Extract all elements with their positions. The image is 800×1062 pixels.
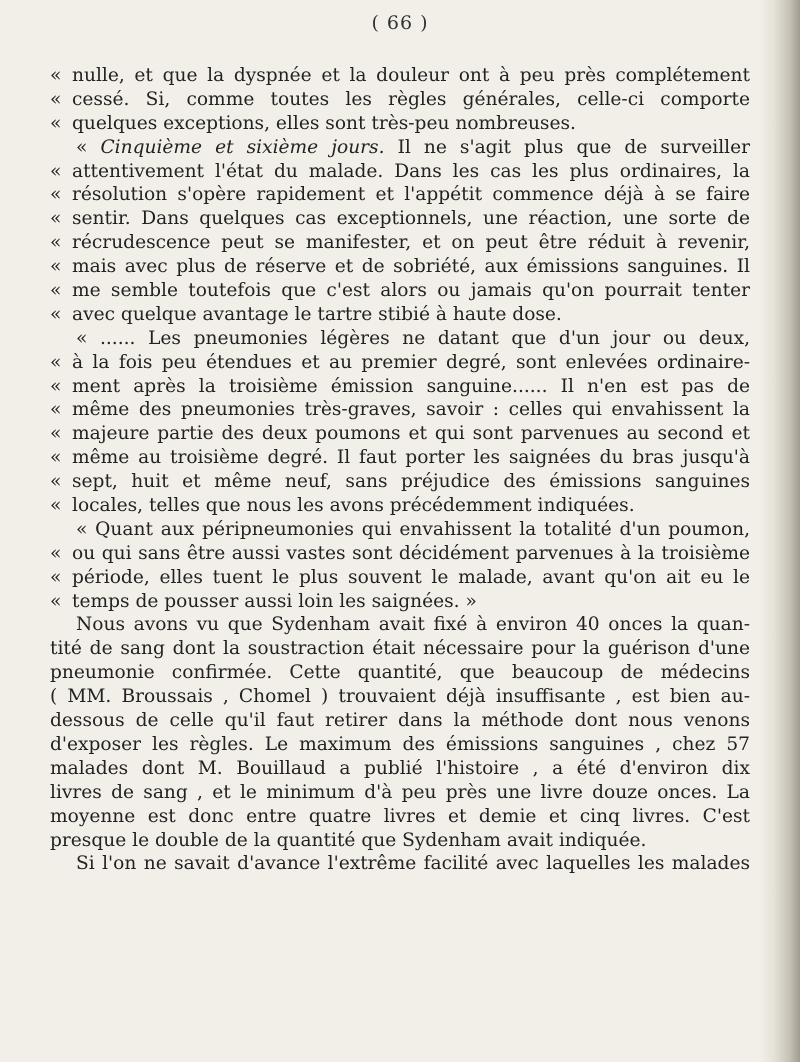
line-text: tité de sang dont la soustraction était nécessaire pour la guérison d'une: [50, 638, 750, 660]
text-line: [50, 112, 750, 136]
text-line: [50, 733, 750, 757]
line-text: résolution s'opère rapidement et l'appétit commence déjà à se faire: [72, 184, 750, 206]
quote-mark: «: [50, 399, 62, 421]
quote-mark: «: [50, 495, 62, 517]
quote-mark: «: [50, 471, 62, 493]
text-line: [50, 398, 750, 422]
line-text: période, elles tuent le plus souvent le malade, avant qu'on ait eu le: [72, 566, 750, 588]
line-text: Nous avons vu que Sydenham avait fixé à environ 40 onces la quan-: [76, 614, 750, 636]
line-text: nulle, et que la dyspnée et la douleur ont à peu près complétement: [72, 65, 750, 86]
text-line: [50, 279, 750, 303]
line-text: mais avec plus de réserve et de sobriété, aux émissions sanguines. Il: [72, 256, 750, 278]
text-line: [50, 685, 750, 709]
quote-mark: «: [50, 112, 62, 134]
line-text: « ...... Les pneumonies légères ne datant que d'un jour ou deux,: [76, 327, 750, 349]
text-line: [50, 470, 750, 494]
quote-mark: «: [50, 590, 62, 612]
body-text: [50, 64, 750, 876]
text-line: [50, 207, 750, 231]
text-line: [50, 88, 750, 112]
text-line: [50, 160, 750, 184]
quote-mark: «: [50, 256, 62, 278]
text-line: [50, 136, 750, 160]
text-line: [50, 255, 750, 279]
line-text: sept, huit et même neuf, sans préjudice des émissions sanguines: [72, 471, 750, 493]
line-text: Si l'on ne savait d'avance l'extrême facilité avec laquelles les malades: [76, 853, 750, 875]
text-line: [50, 590, 750, 614]
line-text: attentivement l'état du malade. Dans les cas les plus ordinaires, la: [72, 160, 750, 182]
line-text: sentir. Dans quelques cas exceptionnels, une réaction, une sorte de: [72, 208, 750, 230]
line-text: ou qui sans être aussi vastes sont décidément parvenues à la troisième: [72, 542, 750, 564]
line-text: récrudescence peut se manifester, et on peut être réduit à revenir,: [72, 232, 750, 254]
line-text: presque le double de la quantité que Sydenham avait indiquée.: [50, 829, 647, 851]
text-line: [50, 637, 750, 661]
text-line: [50, 303, 750, 327]
line-text: « Cinquième et sixième jours. Il ne s'agit plus que de surveiller: [76, 136, 750, 158]
text-line: [50, 327, 750, 351]
line-text: majeure partie des deux poumons et qui sont parvenues au second et: [72, 423, 750, 445]
text-line: [50, 829, 750, 853]
page-number: ( 66 ): [371, 12, 429, 34]
line-text: pneumonie confirmée. Cette quantité, que beaucoup de médecins: [50, 662, 750, 684]
quote-mark: «: [50, 184, 62, 206]
text-line: [50, 566, 750, 590]
quote-mark: «: [50, 303, 62, 325]
text-line: [50, 494, 750, 518]
text-line: [50, 709, 750, 733]
text-line: [50, 613, 750, 637]
quote-mark: «: [50, 280, 62, 302]
line-text: dessous de celle qu'il faut retirer dans la méthode dont nous venons: [50, 710, 750, 732]
text-line: [50, 518, 750, 542]
line-text: même au troisième degré. Il faut porter les saignées du bras jusqu'à: [72, 447, 750, 469]
text-line: [50, 781, 750, 805]
line-text: moyenne est donc entre quatre livres et demie et cinq livres. C'est: [50, 805, 750, 827]
line-text: avec quelque avantage le tartre stibié à haute dose.: [72, 303, 562, 325]
text-line: [50, 64, 750, 88]
quote-mark: «: [50, 88, 62, 110]
line-text: cessé. Si, comme toutes les règles générales, celle-ci comporte: [72, 88, 750, 110]
line-text: locales, telles que nous les avons précédemment indiquées.: [72, 495, 635, 517]
quote-mark: «: [50, 208, 62, 230]
quote-mark: «: [50, 160, 62, 182]
quote-mark: «: [50, 566, 62, 588]
line-text: même des pneumonies très-graves, savoir : celles qui envahissent la: [72, 399, 750, 421]
line-text: livres de sang , et le minimum d'à peu près une livre douze onces. La: [50, 781, 750, 803]
line-text: temps de pousser aussi loin les saignées. »: [72, 590, 477, 612]
quote-mark: «: [50, 232, 62, 254]
line-text: malades dont M. Bouillaud a publié l'histoire , a été d'environ dix: [50, 757, 750, 779]
text-line: [50, 183, 750, 207]
text-line: [50, 422, 750, 446]
line-text: ment après la troisième émission sanguine...... Il n'en est pas de: [72, 375, 750, 397]
text-line: [50, 446, 750, 470]
text-line: [50, 375, 750, 399]
text-line: [50, 542, 750, 566]
quote-mark: «: [50, 447, 62, 469]
line-text: à la fois peu étendues et au premier degré, sont enlevées ordinaire-: [72, 351, 750, 373]
quote-mark: «: [50, 351, 62, 373]
text-line: [50, 231, 750, 255]
text-line: [50, 661, 750, 685]
quote-mark: «: [50, 375, 62, 397]
line-text: ( MM. Broussais , Chomel ) trouvaient déjà insuffisante , est bien au-: [50, 686, 750, 708]
line-text: d'exposer les règles. Le maximum des émissions sanguines , chez 57: [50, 733, 750, 755]
text-line: [50, 351, 750, 375]
quote-mark: «: [50, 423, 62, 445]
line-text: quelques exceptions, elles sont très-peu nombreuses.: [72, 112, 576, 134]
line-text: me semble toutefois que c'est alors ou jamais qu'on pourrait tenter: [72, 280, 750, 302]
line-text: « Quant aux péripneumonies qui envahissent la totalité d'un poumon,: [76, 518, 750, 540]
quote-mark: «: [50, 65, 62, 86]
text-line: [50, 757, 750, 781]
text-line: [50, 805, 750, 829]
quote-mark: «: [50, 542, 62, 564]
page-edge-shadow: [774, 0, 800, 1062]
italic-heading: Cinquième et sixième jours.: [100, 136, 385, 158]
text-line: [50, 852, 750, 876]
